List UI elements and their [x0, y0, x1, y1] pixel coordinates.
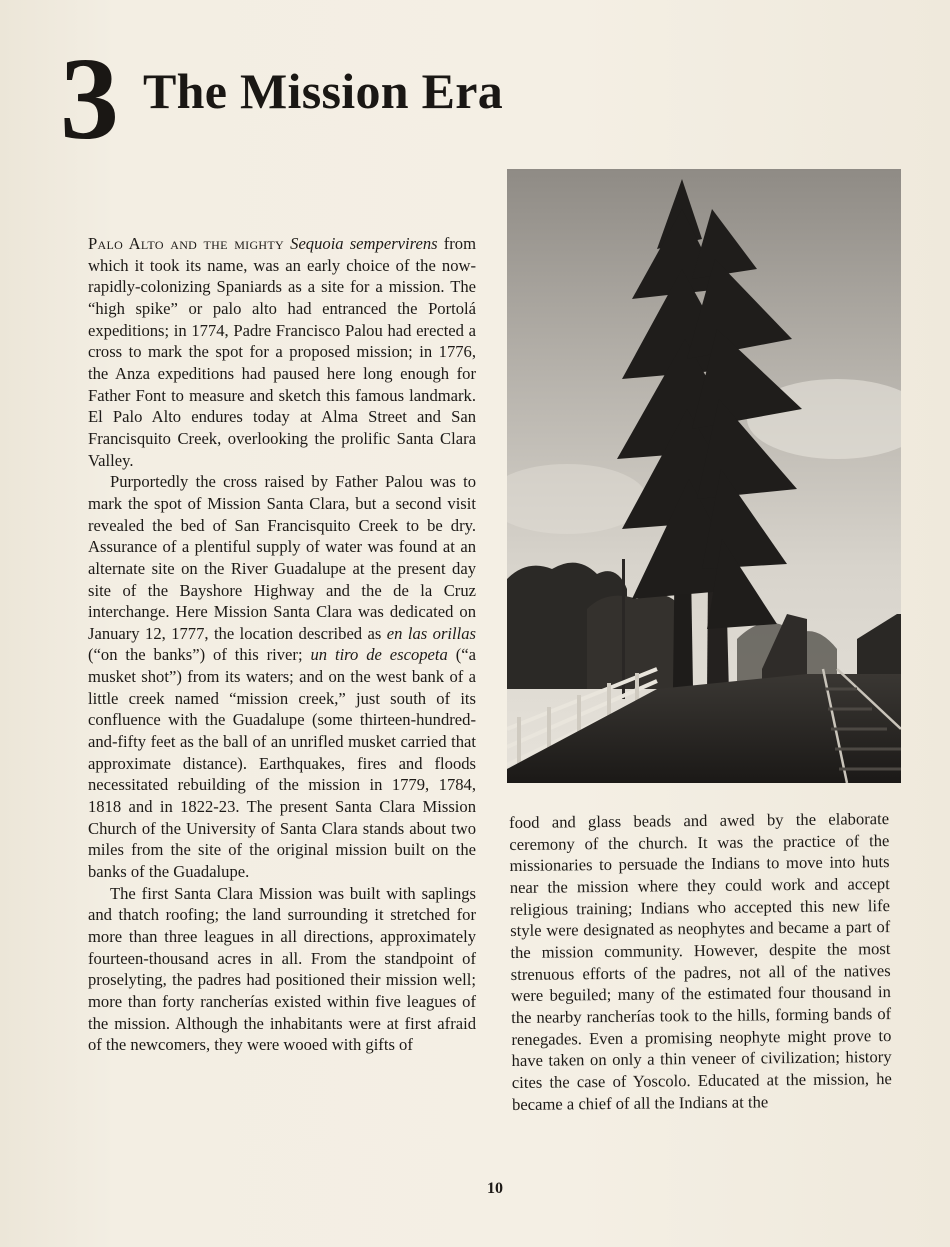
paragraph-1: [88, 233, 476, 471]
paragraph-3: The first Santa Clara Mission was built with saplings and thatch roofing; the land surrounding it stretched for more than three leagues in all directions, approximately fourteen-thousand acres in all. From the standpoint of proselyting, the padres had positioned their mission well; more than forty rancherías existed within five leagues of the mission. Although the inhabitants were at first afraid of the newcomers, they were wooed with gifts of: [88, 883, 476, 1055]
paragraph-2: [88, 471, 476, 882]
paragraph-2-text-c: (“a musket shot”) from its waters; and on the west bank of a little creek named “mission creek,” just south of its confluence with the Guadalupe (some thirteen-hundred-and-fifty feet as the ball of an unrifled musket carried that approximate distance). Earthquakes, fires and floods necessitated rebuilding of the mission in 1779, 1784, 1818 and in 1822-23. The present Santa Clara Mission Church of the University of Santa Clara stands about two miles from the site of the original mission built on the banks of the Guadalupe.: [88, 645, 476, 882]
spanish-phrase-orillas: en las orillas: [386, 623, 477, 643]
scientific-name: Sequoia sempervirens: [290, 234, 438, 253]
paragraph-2-text-a: Purportedly the cross raised by Father Palou was to mark the spot of Mission Santa Clara, but a second visit revealed the bed of San Francisquito Creek to be dry. Assurance of a plentiful supply of water was found at an alternate site on the River Guadalupe at the present day site of the Bayshore Highway and the de la Cruz interchange. Here Mission Santa Clara was dedicated on January 12, 1777, the location described as: [88, 472, 476, 643]
paragraph-2-text-b: (“on the banks”) of this river;: [88, 645, 303, 665]
chapter-number: 3: [60, 33, 119, 164]
spanish-phrase-escopeta: un tiro de escopeta: [310, 645, 448, 665]
page-number: 10: [487, 1180, 503, 1197]
paragraph-lead-in: Palo Alto and the mighty: [88, 234, 284, 253]
chapter-title: The Mission Era: [143, 63, 504, 119]
right-text-column: [509, 808, 892, 1115]
left-text-column: [88, 233, 476, 1056]
palo-alto-tree-photo: [507, 169, 901, 783]
paragraph-1-text: from which it took its name, was an early choice of the now-rapidly-colonizing Spaniards as a site for a mission. The “high spike” or palo alto had entranced the Portolá expeditions; in 1774, Padre Francisco Palou had erected a cross to mark the spot for a proposed mission; in 1776, the Anza expeditions had paused here long enough for Father Font to measure and sketch this famous landmark. El Palo Alto endures today at Alma Street and San Francisquito Creek, overlooking the prolific Santa Clara Valley.: [88, 234, 476, 470]
paragraph-continued: food and glass beads and awed by the elaborate ceremony of the church. It was the practice of the missionaries to persuade the Indians to move into huts near the mission where they could work and accept religious training; Indians who accepted this new life style were designated as neophytes and became a part of the mission community. However, despite the most strenuous efforts of the padres, not all of the natives were beguiled; many of the estimated four thousand in the nearby rancherías took to the hills, forming bands of renegades. Even a promising neophyte might prove to have taken on only a thin veneer of civilization; history cites the case of Yoscolo. Educated at the mission, he became a chief of all the Indians at the: [509, 809, 892, 1114]
